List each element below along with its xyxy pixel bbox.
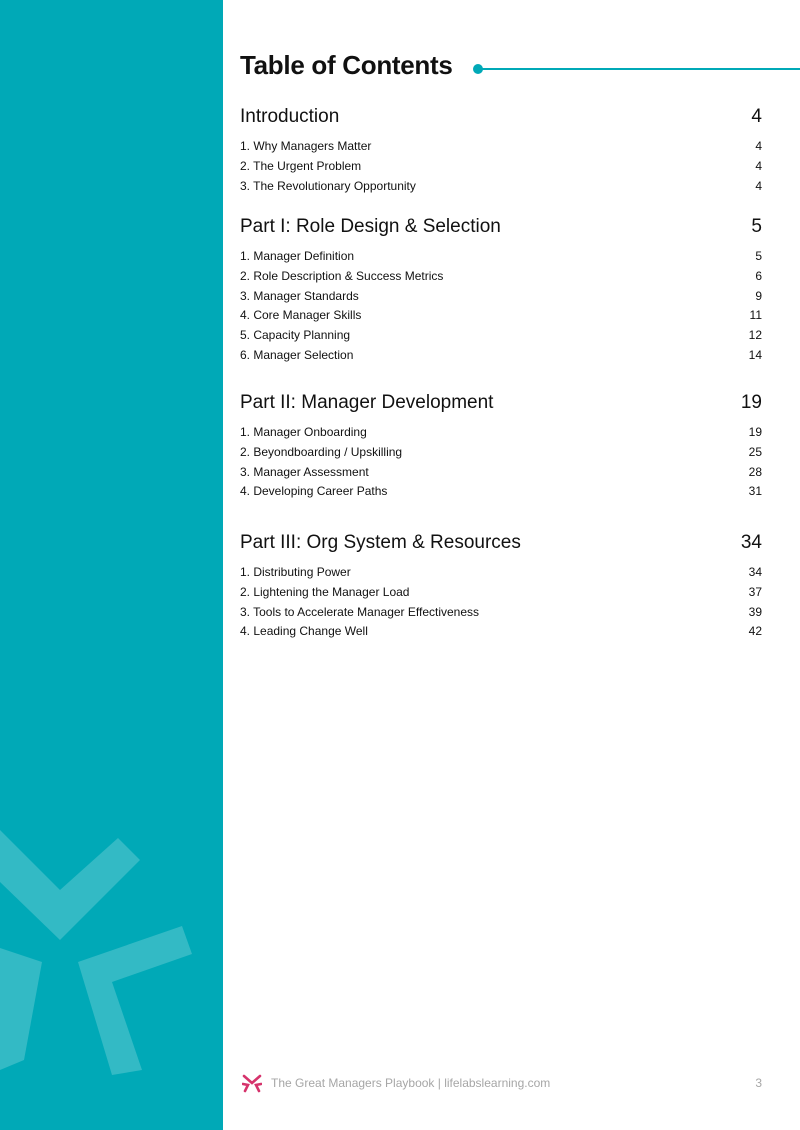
toc-entry-page: 4: [755, 139, 762, 153]
toc-entry[interactable]: [240, 287, 762, 307]
section-heading-label: Part II: Manager Development: [240, 392, 494, 413]
toc-entry-label: 1. Why Managers Matter: [240, 139, 372, 153]
toc-entry-label: 4. Core Manager Skills: [240, 308, 362, 323]
sidebar-panel: [0, 0, 223, 1130]
toc-entry-page: 34: [748, 565, 762, 579]
toc-entry-label: 2. The Urgent Problem: [240, 158, 362, 173]
toc-entry-page: 6: [755, 268, 762, 283]
toc-entry-page: 37: [748, 584, 762, 599]
section-heading-page: 34: [740, 532, 762, 553]
toc-entry[interactable]: [240, 157, 762, 177]
toc-entry[interactable]: [240, 326, 762, 346]
toc-section-heading[interactable]: [240, 104, 762, 130]
section-heading-page: 19: [740, 392, 762, 413]
toc-entry[interactable]: [240, 443, 762, 463]
toc-entry[interactable]: [240, 563, 762, 583]
toc-entry[interactable]: [240, 482, 762, 502]
title-accent-line: [480, 68, 800, 70]
toc-entry[interactable]: [240, 603, 762, 623]
toc-entry-label: 3. Tools to Accelerate Manager Effectiveness: [240, 604, 480, 619]
toc-entry-page: 14: [748, 347, 762, 362]
toc-section-heading[interactable]: [240, 390, 762, 416]
lifelabs-logo-icon: [242, 1074, 262, 1094]
page-footer: [240, 1072, 762, 1096]
toc-entry[interactable]: [240, 583, 762, 603]
toc-entry-label: 1. Manager Definition: [240, 249, 355, 263]
toc-section-part-3: [240, 530, 762, 642]
toc-entry-label: 3. The Revolutionary Opportunity: [240, 178, 416, 193]
toc-entry-label: 1. Distributing Power: [240, 565, 351, 579]
section-heading-label: Part I: Role Design & Selection: [240, 216, 501, 237]
toc-entry-page: 19: [748, 425, 762, 439]
toc-entry-label: 6. Manager Selection: [240, 347, 354, 362]
toc-entry[interactable]: [240, 267, 762, 287]
toc-entry-label: 3. Manager Standards: [240, 288, 359, 303]
toc-entry-label: 4. Developing Career Paths: [240, 484, 388, 499]
footer-page-number: 3: [755, 1076, 762, 1090]
toc-entry-page: 12: [748, 328, 762, 343]
toc-entry[interactable]: [240, 423, 762, 443]
toc-entry-page: 31: [748, 484, 762, 499]
toc-entry-page: 39: [748, 604, 762, 619]
toc-entry-page: 9: [755, 288, 762, 303]
toc-entry-label: 3. Manager Assessment: [240, 464, 369, 479]
toc-entry-label: 1. Manager Onboarding: [240, 425, 367, 439]
toc-entry-label: 5. Capacity Planning: [240, 328, 351, 343]
toc-entry[interactable]: [240, 177, 762, 197]
toc-entry[interactable]: [240, 306, 762, 326]
toc-entry[interactable]: [240, 463, 762, 483]
footer-text: The Great Managers Playbook | lifelabslearning.com: [271, 1076, 551, 1090]
toc-entry-page: 4: [755, 178, 762, 193]
toc-entry-page: 4: [755, 158, 762, 173]
toc-section-heading[interactable]: [240, 530, 762, 556]
toc-section-part-2: [240, 390, 762, 502]
toc-entry-page: 5: [755, 249, 762, 263]
toc-entry-label: 2. Beyondboarding / Upskilling: [240, 444, 403, 459]
toc-entry-label: 4. Leading Change Well: [240, 624, 368, 639]
section-heading-label: Introduction: [240, 106, 340, 127]
toc-section-introduction: [240, 104, 762, 196]
title-row: [240, 50, 800, 90]
decorative-logo-mark-icon: [0, 0, 223, 1130]
toc-entry[interactable]: [240, 137, 762, 157]
toc-entry-label: 2. Role Description & Success Metrics: [240, 268, 444, 283]
section-heading-label: Part III: Org System & Resources: [240, 532, 521, 553]
toc-entry-label: 2. Lightening the Manager Load: [240, 584, 410, 599]
toc-entry-page: 11: [749, 308, 762, 323]
toc-section-part-1: [240, 214, 762, 366]
section-heading-page: 4: [751, 106, 762, 127]
toc-section-heading[interactable]: [240, 214, 762, 240]
toc-entry-page: 42: [748, 624, 762, 639]
toc-entry[interactable]: [240, 346, 762, 366]
toc-entry-page: 28: [748, 464, 762, 479]
toc-entry-page: 25: [748, 444, 762, 459]
page-title: Table of Contents: [240, 50, 453, 80]
section-heading-page: 5: [751, 216, 762, 237]
toc-entry[interactable]: [240, 247, 762, 267]
toc-entry[interactable]: [240, 622, 762, 642]
